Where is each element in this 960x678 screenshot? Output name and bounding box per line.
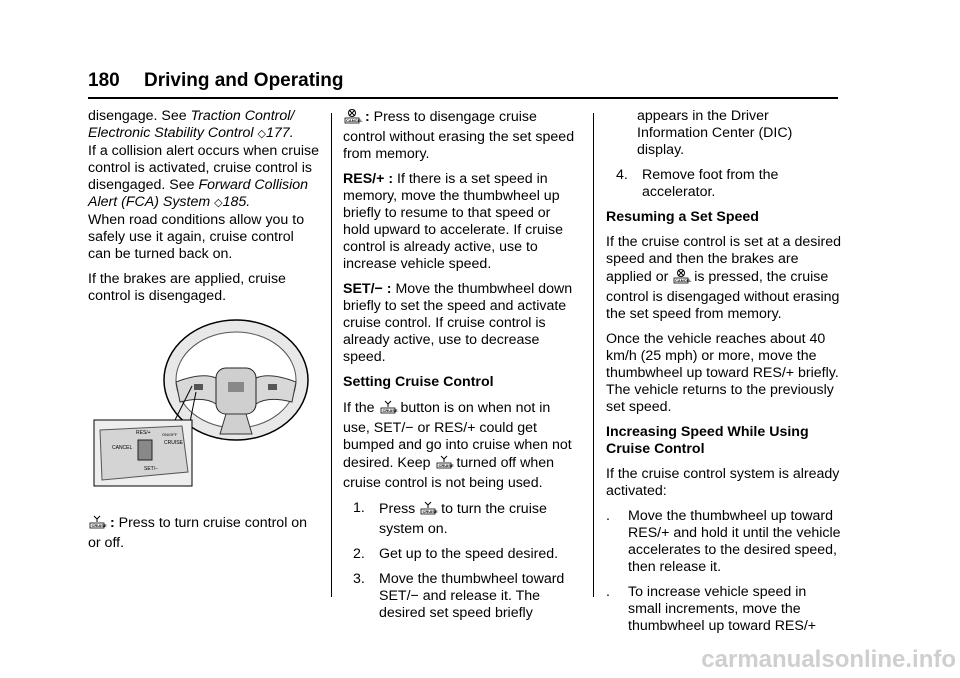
bullet-icon: . [606, 584, 610, 600]
paragraph-traction: disengage. See Traction Control/ Electronic Stability Control ◇177. If a collision alert occurs when cruise control is activated, cruise control is disengaged. See Forward Collision Alert (FCA) System ◇185. When road conditions allow you to safely use it again, cruise control can be turned back on. [88, 108, 320, 262]
svg-text:CRUISE: CRUISE [382, 408, 398, 413]
column-2: CANCEL : Press to disengage cruise control without erasing the set speed from memory. RES/+ : If there is a set speed in memory, move the thumbwheel up briefly to resume to that speed or hold upward to accelerate. If cruise control is already active, use to increase vehicle speed. SET/− : Move the thumbwheel down briefly to set the speed and activate cruise control. If cruise control is already active, use to decrease speed. Setting Cruise Control If the CRUISE button is on when not in use, SET/− or RES/+ could get bumped and go into cruise when not desired. Keep CRUISE turned off when cruise control is not being used. 1. Press CRUISE to turn the cruise system on. 2. Get up to the speed desired. 3. Move the thumbwheel toward SET/− and release it. The desired set speed briefly [343, 108, 581, 630]
steering-wheel-logo [228, 382, 244, 392]
page-header [88, 70, 838, 100]
paragraph-resume-speed: Once the vehicle reaches about 40 km/h (25 mph) or more, move the thumbwheel up toward RES/+ briefly. The vehicle returns to the previously set speed. [606, 331, 839, 415]
watermark: carmanualsonline.info [701, 646, 956, 673]
column-1 [88, 108, 320, 313]
page-ref[interactable]: 185 [222, 194, 247, 210]
cruise-label: CRUISE [164, 440, 183, 446]
page-ref-icon: ◇ [257, 128, 267, 140]
svg-text:CRUISE: CRUISE [438, 463, 454, 468]
setting-cruise-heading: Setting Cruise Control [343, 374, 494, 390]
cancel-icon [344, 108, 363, 129]
increasing-heading: Increasing Speed While Using Cruise Control [606, 424, 809, 457]
step-3-continuation: appears in the Driver Information Center (DIC) display. [637, 108, 793, 158]
svg-text:CANCEL: CANCEL [346, 118, 363, 123]
cancel-icon [673, 268, 692, 289]
list-item: . Move the thumbwheel up toward RES/+ and hold it until the vehicle accelerates to the desired speed, then release it. [606, 508, 841, 575]
bullet-icon: . [606, 508, 610, 524]
list-item: . To increase vehicle speed in small increments, move the thumbwheel up toward RES/+ [606, 584, 817, 634]
svg-text:CRUISE: CRUISE [91, 523, 107, 528]
resuming-heading: Resuming a Set Speed [606, 209, 759, 225]
link-fca[interactable]: Forward Collision Alert (FCA) System [88, 177, 309, 210]
cruise-icon [380, 399, 396, 420]
thumbwheel [138, 440, 152, 460]
column-3: appears in the Driver Information Center (DIC) display. 4. Remove foot from the accelerator. Resuming a Set Speed If the cruise control is set at a desired speed and then the brakes are applied or CANCEL is pressed, the cruise control is disengaged without erasing the set speed from memory. Once the vehicle reaches about 40 km/h (25 mph) or more, move the thumbwheel up toward RES/+ briefly. The vehicle returns to the previously set speed. Increasing Speed While Using Cruise Control If the cruise control system is already activated: . Move the thumbwheel up toward RES/+ and hold it until the vehicle accelerates to the desired speed, then release it. . To increase vehicle speed in small increments, move the thumbwheel up toward RES/+ [606, 108, 841, 634]
cruise-icon [420, 500, 436, 521]
section-title: Driving and Operating [144, 70, 344, 91]
column-divider-2 [593, 113, 594, 597]
svg-text:CRUISE: CRUISE [422, 509, 438, 514]
list-item: 4. Remove foot from the accelerator. [616, 167, 779, 200]
res-label: RES/+ [136, 430, 151, 436]
cruise-icon [89, 514, 105, 535]
cruise-icon [436, 454, 452, 475]
cancel-label: CANCEL [112, 445, 133, 451]
page-ref-icon: ◇ [214, 197, 223, 209]
steering-wheel-illustration [92, 312, 308, 488]
column-divider-1 [331, 113, 332, 597]
link-traction-control[interactable]: Traction Control/ Electronic Stability Control [88, 108, 295, 141]
page-ref[interactable]: 177 [266, 125, 290, 141]
svg-text:CANCEL: CANCEL [675, 278, 692, 283]
paragraph-already-activated: If the cruise control system is already activated: [606, 466, 840, 499]
page-number: 180 [88, 70, 120, 91]
paragraph-road-conditions: When road conditions allow you to safely use it again, cruise control can be turned back on. [88, 212, 305, 262]
list-item: 1. Press CRUISE to turn the cruise system on. [353, 500, 547, 537]
paragraph-brakes: If the brakes are applied, cruise control is disengaged. [88, 271, 286, 304]
on-off-label: ON/OFF [162, 432, 178, 437]
cruise-definition: CRUISE : Press to turn cruise control on or off. [88, 515, 308, 551]
list-item: 3. Move the thumbwheel toward SET/− and release it. The desired set speed briefly [353, 571, 565, 621]
set-label: SET/− [144, 466, 159, 472]
header-rule [88, 97, 838, 99]
list-item: 2. Get up to the speed desired. [353, 546, 559, 562]
